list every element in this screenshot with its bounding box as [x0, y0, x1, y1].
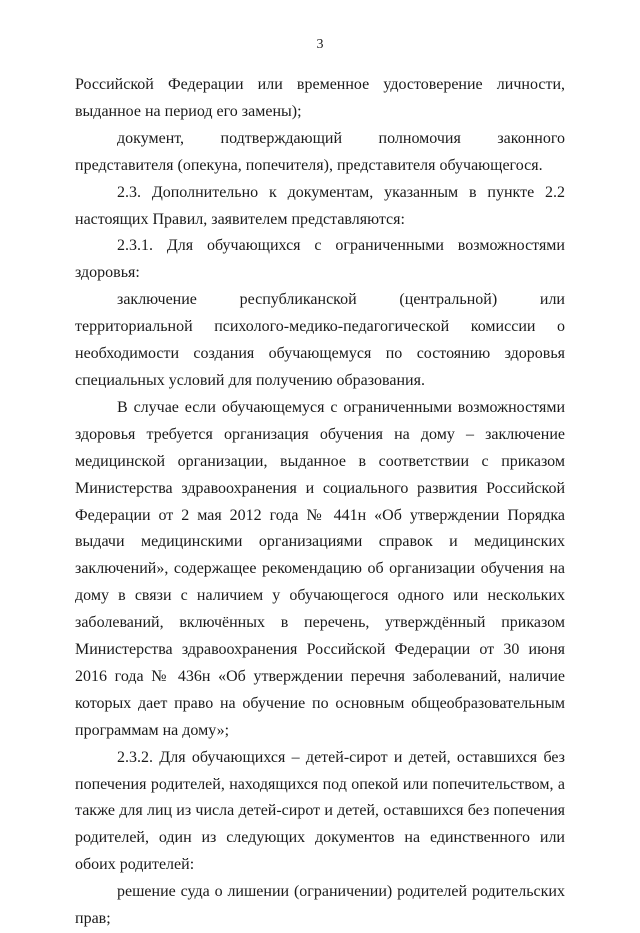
- paragraph-pmpk-conclusion: заключение республиканской (центральной) или территориальной психолого-медико-педагогической комиссии о необходимости создания обучающемуся по состоянию здоровья специальных условий для получению образования.: [75, 291, 565, 389]
- paragraph-2-3: 2.3. Дополнительно к документам, указанным в пункте 2.2 настоящих Правил, заявителем представляются:: [75, 183, 565, 228]
- paragraph-court-decision: решение суда о лишении (ограничении) родителей родительских прав;: [75, 883, 565, 928]
- paragraph-representative-authority: документ, подтверждающий полномочия законного представителя (опекуна, попечителя), представителя обучающегося.: [75, 129, 565, 174]
- page-number: 3: [316, 37, 324, 52]
- paragraph-identity-document: Российской Федерации или временное удостоверение личности, выданное на период его замены);: [75, 76, 565, 120]
- document-body: [75, 72, 565, 933]
- paragraph-2-3-2: 2.3.2. Для обучающихся – детей-сирот и детей, оставшихся без попечения родителей, находящихся под опекой или попечительством, а также для лиц из числа детей-сирот и детей, оставшихся без попечения родителей, один из следующих документов на единственного или обоих родителей:: [75, 748, 565, 874]
- paragraph-2-3-1: 2.3.1. Для обучающихся с ограниченными возможностями здоровья:: [75, 237, 565, 282]
- paragraph-home-education: В случае если обучающемуся с ограниченными возможностями здоровья требуется организация обучения на дому – заключение медицинской организации, выданное в соответствии с приказом Министерства здравоохранения и социального развития Российской Федерации от 2 мая 2012 года № 441н «Об утверждении Порядка выдачи медицинскими организациями справок и медицинских заключений», содержащее рекомендацию об организации обучения на дому в связи с наличием у обучающегося одного или нескольких заболеваний, включённых в перечень, утверждённый приказом Министерства здравоохранения Российской Федерации от 30 июня 2016 года № 436н «Об утверждении перечня заболеваний, наличие которых дает право на обучение по основным общеобразовательным программам на дому»;: [75, 398, 565, 739]
